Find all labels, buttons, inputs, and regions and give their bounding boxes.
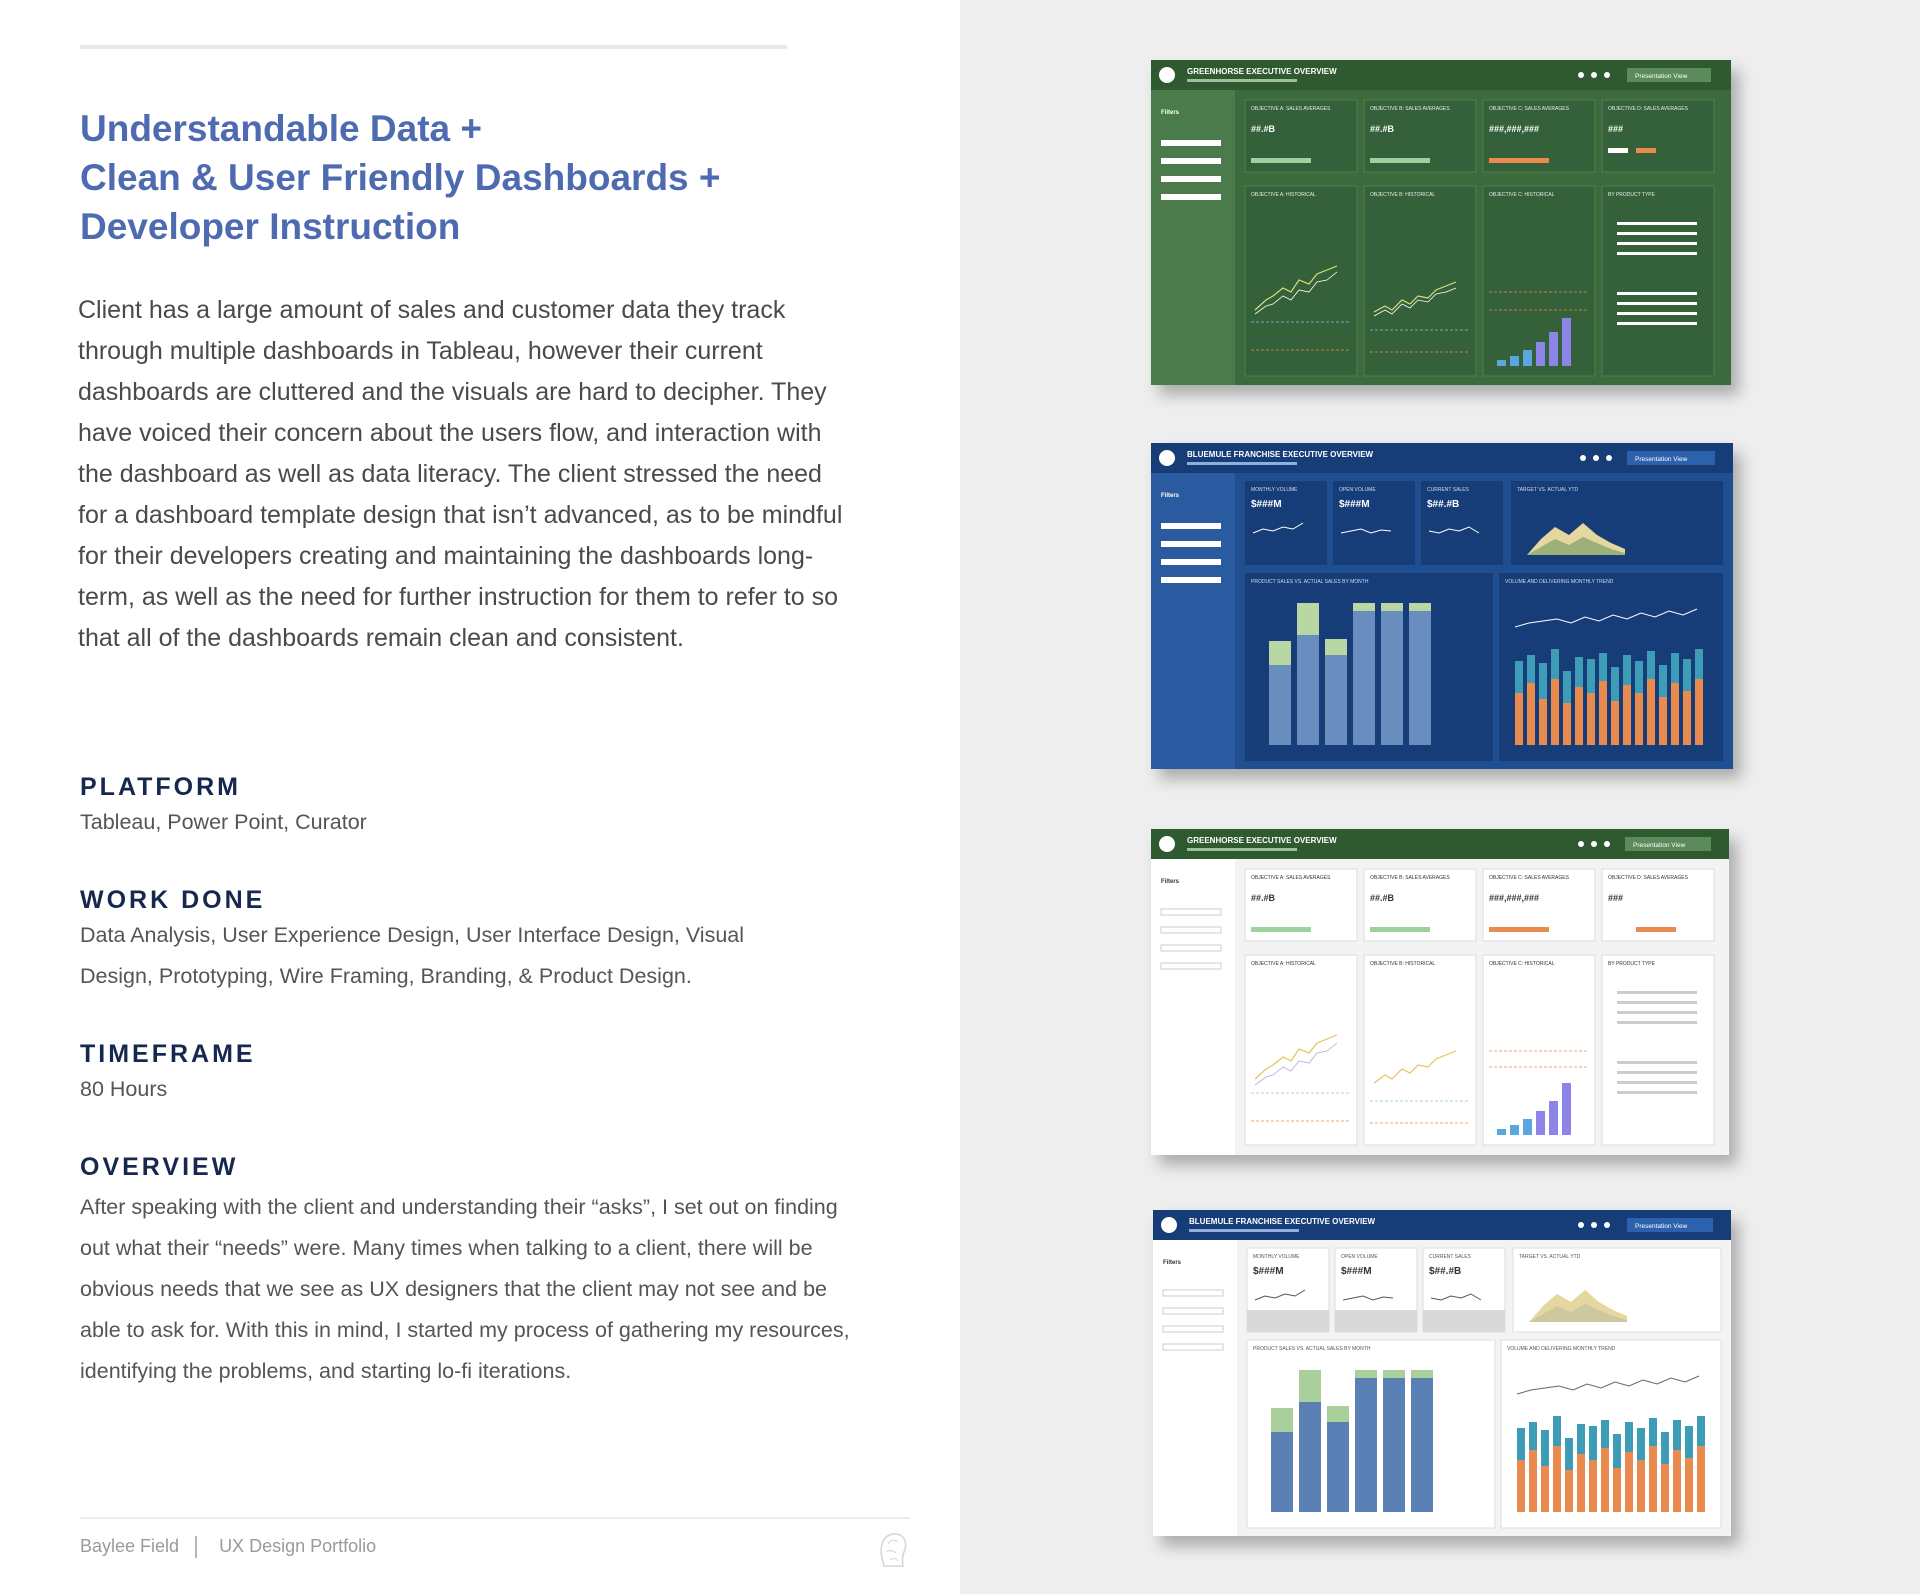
page-title: [80, 104, 840, 251]
chart-title-d: BY PRODUCT TYPE: [1608, 961, 1655, 967]
footer-separator: [195, 1536, 197, 1558]
platform-text: Tableau, Power Point, Curator: [80, 810, 367, 834]
card-value-b: ##.#B: [1370, 893, 1395, 903]
timeframe-text: 80 Hours: [80, 1077, 168, 1101]
card-title-c: OBJECTIVE C: SALES AVERAGES: [1489, 875, 1569, 881]
greenhorse-dark-dashboard: [1151, 60, 1731, 385]
chart-title-volume-trend: VOLUME AND DELIVERING MONTHLY TREND: [1505, 579, 1614, 585]
presentation-view-label: Presentation View: [1633, 842, 1686, 849]
card-title-d: OBJECTIVE D: SALES AVERAGES: [1608, 875, 1688, 881]
work-done-text: Data Analysis, User Experience Design, User Interface Design, Visual Design, Prototyping, Wire Framing, Branding, & Product Design.: [80, 923, 745, 988]
chart-title-b: OBJECTIVE B: HISTORICAL: [1370, 192, 1436, 198]
filters-label: Filters: [1161, 879, 1180, 885]
kpi-value-monthly-volume: $###M: [1253, 1266, 1284, 1277]
chart-title-a: OBJECTIVE A: HISTORICAL: [1251, 192, 1316, 198]
card-title-b: OBJECTIVE B: SALES AVERAGES: [1370, 106, 1450, 112]
platform-heading: PLATFORM: [80, 773, 242, 801]
top-divider: [80, 45, 787, 49]
card-title-a: OBJECTIVE A: SALES AVERAGES: [1251, 106, 1331, 112]
kpi-label-target: TARGET VS. ACTUAL YTD: [1519, 1254, 1581, 1260]
presentation-view-label: Presentation View: [1635, 73, 1688, 80]
footer: [80, 1536, 376, 1558]
dashboard-title: GREENHORSE EXECUTIVE OVERVIEW: [1187, 836, 1337, 845]
overview-text: After speaking with the client and understanding their “asks”, I set out on finding out what their “needs” were. Many times when talking to a client, there will be obvious needs that we see as UX designers that the client may not see and be able to ask for. With this in mind, I started my process of gathering my resources, identifying the problems, and starting lo-fi iterations.: [80, 1195, 850, 1383]
filters-label: Filters: [1163, 1260, 1182, 1266]
kpi-value-open-volume: $###M: [1339, 499, 1370, 510]
footer-author: Baylee Field: [80, 1536, 180, 1556]
bottom-divider: [80, 1517, 910, 1519]
dashboard-title: BLUEMULE FRANCHISE EXECUTIVE OVERVIEW: [1189, 1217, 1376, 1226]
intro-paragraph: Client has a large amount of sales and customer data they track through multiple dashboards in Tableau, however their current dashboards are cluttered and the visuals are hard to decipher. They have voiced their concern about the users flow, and interaction with the dashboard as well as data literacy. The client stressed the need for a dashboard template design that isn’t advanced, as to be mindful for their developers creating and maintaining the dashboards long-term, as well as the need for further instruction for them to refer to so that all of the dashboards remain clean and consistent.: [78, 296, 843, 652]
chart-title-a: OBJECTIVE A: HISTORICAL: [1251, 961, 1316, 967]
card-value-d: ###: [1608, 893, 1624, 903]
card-value-c: ###,###,###: [1489, 124, 1540, 134]
dashboard-title: GREENHORSE EXECUTIVE OVERVIEW: [1187, 67, 1337, 76]
kpi-label-current-sales: CURRENT SALES: [1429, 1254, 1471, 1260]
chart-title-product-sales: PRODUCT SALES VS. ACTUAL SALES BY MONTH: [1253, 1346, 1371, 1352]
card-title-d: OBJECTIVE D: SALES AVERAGES: [1608, 106, 1688, 112]
chart-title-c: OBJECTIVE C: HISTORICAL: [1489, 192, 1555, 198]
kpi-label-current-sales: CURRENT SALES: [1427, 487, 1469, 493]
title-line-2: Clean & User Friendly Dashboards +: [80, 157, 721, 198]
work-done-heading: WORK DONE: [80, 886, 266, 914]
card-value-b: ##.#B: [1370, 124, 1395, 134]
kpi-label-target: TARGET VS. ACTUAL YTD: [1517, 487, 1579, 493]
card-value-c: ###,###,###: [1489, 893, 1540, 903]
kpi-value-monthly-volume: $###M: [1251, 499, 1282, 510]
presentation-view-label: Presentation View: [1635, 456, 1688, 463]
greenhorse-light-dashboard: [1151, 829, 1729, 1155]
kpi-value-current-sales: $##.#B: [1427, 499, 1460, 510]
card-value-a: ##.#B: [1251, 124, 1276, 134]
chart-title-c: OBJECTIVE C: HISTORICAL: [1489, 961, 1555, 967]
bluemule-dark-dashboard: [1151, 443, 1733, 769]
title-line-1: Understandable Data +: [80, 108, 482, 149]
bluemule-light-dashboard: [1153, 1210, 1731, 1536]
kpi-label-monthly-volume: MONTHLY VOLUME: [1253, 1254, 1300, 1260]
kpi-value-current-sales: $##.#B: [1429, 1266, 1462, 1277]
card-title-b: OBJECTIVE B: SALES AVERAGES: [1370, 875, 1450, 881]
chart-title-volume-trend: VOLUME AND DELIVERING MONTHLY TREND: [1507, 1346, 1616, 1352]
chart-title-product-sales: PRODUCT SALES VS. ACTUAL SALES BY MONTH: [1251, 579, 1369, 585]
chart-title-b: OBJECTIVE B: HISTORICAL: [1370, 961, 1436, 967]
kpi-label-open-volume: OPEN VOLUME: [1341, 1254, 1378, 1260]
kpi-value-open-volume: $###M: [1341, 1266, 1372, 1277]
horse-logo-icon: [876, 1530, 910, 1570]
timeframe-heading: TIMEFRAME: [80, 1040, 256, 1068]
card-title-a: OBJECTIVE A: SALES AVERAGES: [1251, 875, 1331, 881]
filters-label: Filters: [1161, 110, 1180, 116]
filters-label: Filters: [1161, 493, 1180, 499]
chart-title-d: BY PRODUCT TYPE: [1608, 192, 1655, 198]
kpi-label-open-volume: OPEN VOLUME: [1339, 487, 1376, 493]
footer-label: UX Design Portfolio: [219, 1536, 377, 1556]
card-title-c: OBJECTIVE C: SALES AVERAGES: [1489, 106, 1569, 112]
card-value-d: ###: [1608, 124, 1624, 134]
presentation-view-label: Presentation View: [1635, 1223, 1688, 1230]
mockup-gallery: [960, 0, 1920, 1594]
overview-heading: OVERVIEW: [80, 1153, 239, 1181]
dashboard-title: BLUEMULE FRANCHISE EXECUTIVE OVERVIEW: [1187, 450, 1374, 459]
card-value-a: ##.#B: [1251, 893, 1276, 903]
title-line-3: Developer Instruction: [80, 206, 461, 247]
kpi-label-monthly-volume: MONTHLY VOLUME: [1251, 487, 1298, 493]
